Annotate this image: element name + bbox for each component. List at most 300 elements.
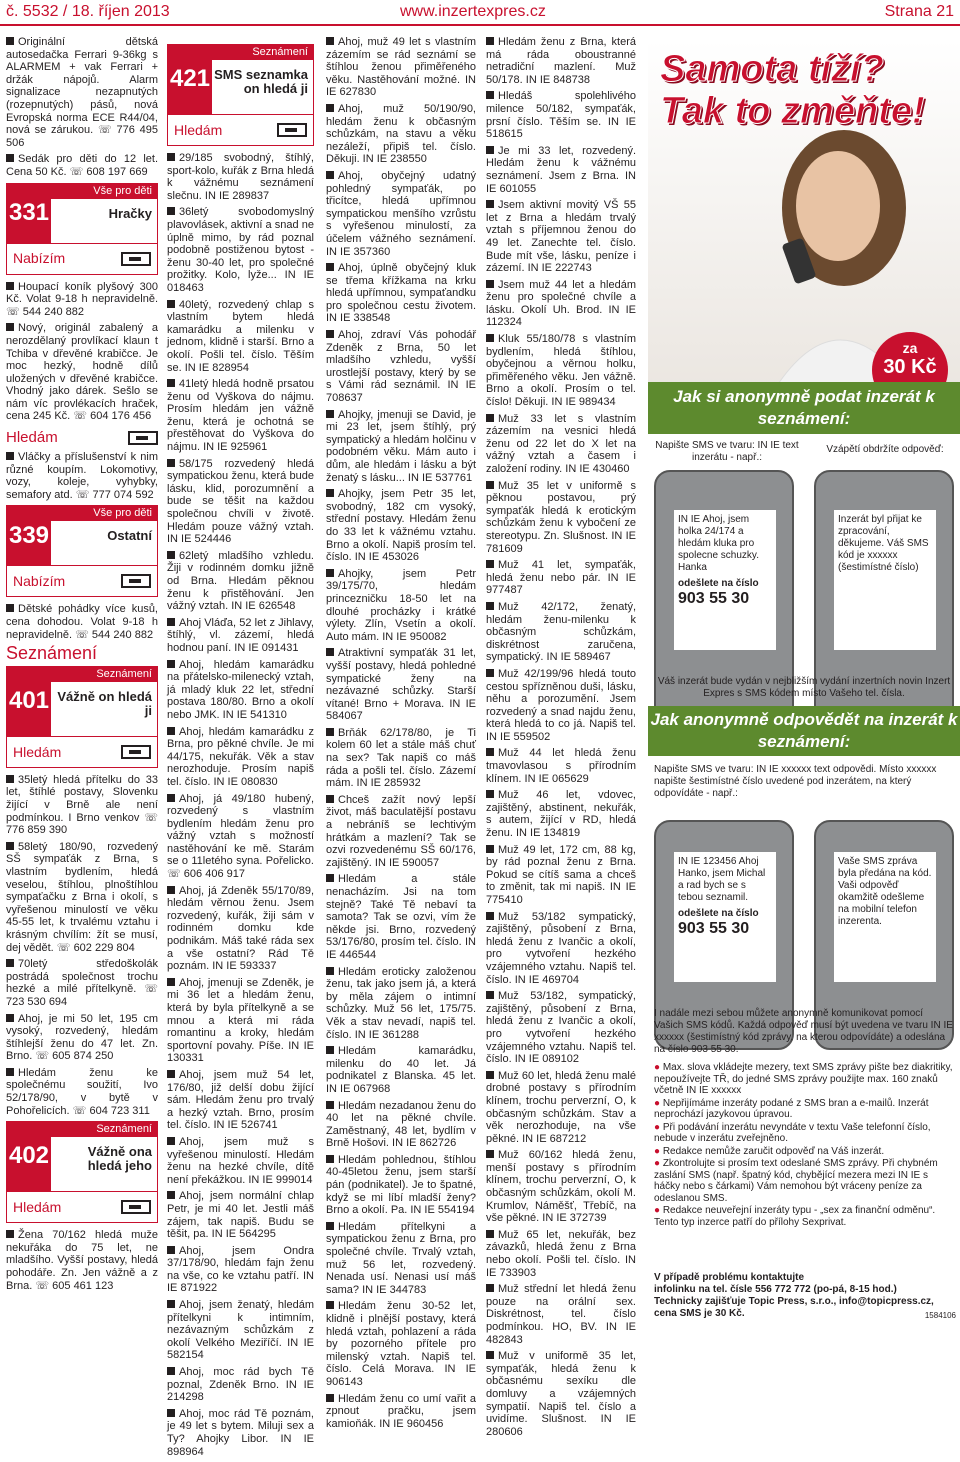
classified-ad [167, 458, 314, 546]
ad-text: Dětské pohádky více kusů, cena dohodou. Volat 9-18 h nepravidelně. ☏ 544 240 882 [6, 603, 158, 641]
section-label: Hledám [13, 1198, 62, 1215]
bullet-square-icon [6, 959, 14, 967]
classified-ad [486, 1283, 636, 1346]
section-box-339 [6, 505, 158, 597]
rule-text: Nepřijímáme inzeráty podané z SMS bran a e-mailů. Inzerát neprochází jazykovou úpravou. [654, 1097, 929, 1120]
ad-text: Hledám ženu 30-52 let, klidně i plnější postavy, která hledá vztah, pohlazení a ráda by pozorného přítele pro milenský vztah. Napiš tel. číslo. Celá Morava. IN IE 906143 [326, 1300, 476, 1388]
classified-ad [486, 1229, 636, 1279]
section-number: 339 [7, 506, 51, 565]
bullet-square-icon [486, 200, 494, 208]
bullet-dot-icon: ● [654, 1062, 663, 1073]
ad-text: Muž 44 let hledá ženu tmavovlasou s přírodním klínem. IN IE 065629 [486, 747, 636, 785]
classified-ad [6, 841, 158, 954]
sms-number: 903 55 30 [678, 920, 750, 937]
ad-text: Muž 49 let, 172 cm, 88 kg, by rád poznal ženu z Brna. Pokud se cítíš sama a chceš to změnit, tak mi napiš. IN IE 775410 [486, 843, 636, 906]
classified-ad [167, 152, 314, 202]
issue-number: č. 5532 / 18. říjen 2013 [6, 3, 170, 20]
bullet-dot-icon: ● [654, 1097, 663, 1109]
classified-ad [167, 885, 314, 973]
rule-item [654, 1205, 954, 1228]
page-header [0, 0, 960, 28]
section-name: SMS seznamka on hledá ji [214, 67, 308, 96]
ad-text: Nový, originál zabalený a nerozdělaný provlíkací klaun t Tchiba v dřevěné krabičce. Je moc hezký, hodně dílů uložených v dřevěné krabičce. Vhodný jako dárek. Sešlo se nám víc provlékacích hraček, cena 245 Kč. ☏ 604 176 456 [6, 322, 158, 423]
classified-ad [326, 103, 476, 166]
ad-text: Originální dětská autosedačka Ferrari 9-36kg s ALARMEM + vak Ferrari + držák nápojů. Alarm signalizace nezapnutých (rozepnutých) pásů, nová Evropská norma ECE R44/04, nová se zárukou. ☏ 776 495 506 [6, 36, 158, 149]
ad-text: 58letý 180/90, rozvedený SŠ sympaťák z Brna, s vlastním bydlením, hledá veselou, štíhlou, plnoštíhlou sympaťačku z Brna i okolí, s vyřešenou minulostí ve věku 45-55 let, k trvalému vztahu i krásným chvílím: žít se musí, dej vědět. ☏ 602 229 804 [6, 840, 158, 954]
classified-ad [326, 262, 476, 325]
section-box-331 [6, 183, 158, 275]
classified-ad [486, 145, 636, 195]
classified-ad [6, 36, 158, 149]
seznameni-heading: Seznámení [6, 643, 98, 664]
ad-text: Hledám eroticky založenou ženu, tak jako jsem já, a která by měla zájem o intimní schůzky. Muž 56 let, 175/75. Věk a stav nevadí, napiš tel. číslo. IN IE 361288 [326, 965, 476, 1041]
bullet-square-icon [167, 1070, 175, 1078]
classified-ad [167, 378, 314, 454]
classified-ad [326, 647, 476, 723]
classified-ad [486, 844, 636, 907]
bullet-square-icon [486, 790, 494, 798]
classified-ad [167, 299, 314, 375]
header-rule [0, 24, 960, 26]
ad-text: Ahoj, obyčejný udatný pohledný sympaťák, po třicítce, hledá upřímnou sympatickou menšího vzrůstu s vyřešenou minulostí, za účelem vážného seznámení. IN IE 357360 [326, 169, 476, 258]
ad-text: 40letý, rozvedený chlap s vlastním bytem hledá kamarádku a milenku v jednom, klidně i starší. Brno a okolí. Pošli tel. číslo. Těším se. IN IE 828954 [167, 298, 314, 374]
bullet-square-icon [486, 560, 494, 568]
arrow-icon [121, 1200, 151, 1214]
bullet-dot-icon: ● [654, 1121, 663, 1133]
bullet-square-icon [486, 602, 494, 610]
classified-ad [486, 480, 636, 556]
bullet-square-icon [486, 280, 494, 288]
section-band: Vše pro děti [51, 506, 157, 521]
ad-text: Ahoj, jsem muž 54 let, 176/80, již delší dobu žijící sám. Hledám ženu pro trvalý a hezký vztah. Brno, prosím tel. číslo. IN IE 526741 [167, 1068, 314, 1132]
ad-code: 1584106 [924, 1311, 956, 1320]
classified-ad [326, 1045, 476, 1095]
section-number: 401 [7, 667, 51, 736]
classified-ad [486, 333, 636, 409]
bullet-square-icon [326, 874, 334, 882]
footer-line-4: cena SMS je 30 Kč. [654, 1308, 745, 1319]
bullet-square-icon [486, 37, 494, 45]
classified-ad [326, 568, 476, 644]
bullet-square-icon [486, 481, 494, 489]
bullet-square-icon [486, 91, 494, 99]
bullet-dot-icon: ● [654, 1145, 663, 1157]
arrow-icon [121, 252, 151, 266]
bullet-square-icon [326, 1155, 334, 1163]
bullet-square-icon [326, 569, 334, 577]
bullet-square-icon [326, 410, 334, 418]
bullet-square-icon [6, 1230, 14, 1238]
bullet-square-icon [6, 775, 14, 783]
classified-ad [326, 409, 476, 485]
arrow-icon [121, 574, 151, 588]
ad-text: Ahoj, zdraví Vás pohodář Zdeněk z Brna, 50 let mladšího vzhledu, vyšší urostlejší postavy, který by se s Vámi rád seznámil. IN IE 708637 [326, 329, 476, 405]
classified-ad [486, 36, 636, 86]
classified-ad [6, 322, 158, 423]
ad-text: 36letý svobodomyslný plavovlásek, aktivní a snad ne úplně mimo, by rád poznal podobně postiženou bytost - ženu 30-40 let, pro společné prožitky. Kolo, lyže... IN IE 018463 [167, 206, 314, 294]
rules-list [654, 1062, 954, 1229]
bullet-square-icon [167, 1246, 175, 1254]
ad-title-1: Jak si anonymně podat inzerát k seznámení: [648, 382, 960, 434]
ad-text: Muž v uniformě 35 let, sympaťák, hledá ženu k občasnému sexíku dle domluvy a vzájemných sympatií. Napiš tel. číslo a uvidíme. Slušnost. IN IE 280606 [486, 1350, 636, 1438]
footer-line-1: V případě problému kontaktujte [654, 1272, 805, 1283]
rule-item [654, 1146, 954, 1158]
bullet-square-icon [326, 330, 334, 338]
ad-text: Muž 60 let, hledá ženu malé drobné postavy s přírodním klínem, trochu perverzní, O, k občasným schůzkám. Stav a věk nerozhoduje, na vše pěkné. IN IE 687212 [486, 1069, 636, 1145]
ad-text: Muž 35 let v uniformě s pěknou postavou, prý sympaťák hledá k erotickým schůzkám ženu k vybočení ze stereotypu. Zn. Slušnost. IN IE 781609 [486, 479, 636, 555]
bullet-square-icon [6, 842, 14, 850]
ad-text: Ahojky, jsem Petr 39/175/70, hledám princezničku 18-50 let na dlouhé procházky i krátké výlety. Zlín, Vsetín a okolí. Auto mám. IN IE 950082 [326, 567, 476, 643]
ad-text: Jsem muž 44 let a hledám ženu pro společné chvíle a lásku. Okolí Uh. Brod. IN IE 112324 [486, 278, 636, 329]
ad-text: Ahoj, jmenuji se Zdeněk, je mi 36 let a hledám ženu, která by byla přítelkyně a se mnou a která mi ráda romantinu a kroky, hledám sportovní povahy. Píše. IN IE 130331 [167, 976, 314, 1065]
section-name: Vážně on hledá ji [57, 688, 152, 718]
ad-text: Ahoj, já Zdeněk 55/170/89, hledám věrnou ženu. Jsem rozvedený, kuřák, žiji sám v rodinném domku kde podnikám. Máš také ráda sex a vše ostatní? Rád Tě poznám. IN IE 593337 [167, 884, 314, 973]
classified-ad [6, 603, 158, 641]
section-band: Seznámení [51, 1122, 157, 1137]
bullet-square-icon [326, 1222, 334, 1230]
column-2 [167, 36, 314, 1462]
ad-text: Ahoj, jsem ženatý, hledám přítelkyni k intimním, nezávazným schůzkám z okolí Velkého Meziříčí. IN IE 582154 [167, 1299, 314, 1362]
classified-ad [167, 206, 314, 294]
section-box-421 [167, 44, 314, 146]
classified-ad [167, 1190, 314, 1240]
ad-text: Hledám ženu z Brna, která má ráda oboustranné netradiční mazlení. Muž 50/178. IN IE 848738 [486, 36, 636, 86]
ad-text: Sedák pro děti do 12 let. Cena 50 Kč. ☏ 608 197 669 [6, 153, 158, 178]
bullet-square-icon [326, 171, 334, 179]
ad-text: Hledáš spolehlivého milence 50/182, sympaťák, prsní číslo. Těším se. IN IE 518615 [486, 90, 636, 141]
section-number: 331 [7, 184, 51, 243]
ad-text: Muž 46 let, vdovec, zajištěný, abstinent, nekuřák, s autem, žijící v RD, hledá ženu. IN IE 134819 [486, 789, 636, 840]
bullet-square-icon [167, 300, 175, 308]
bullet-square-icon [6, 154, 14, 162]
bullet-square-icon [486, 991, 494, 999]
ad-text: Ahoj, jsem Ondra 37/178/90, hledám fajn ženu na vše, co ke vztahu patří. IN IE 871922 [167, 1244, 314, 1295]
ad-text: Ahoj, muž 50/190/90, hledám ženu k občasným schůzkám, na stavu a věku nezáleží, připiš tel. číslo. Děkuji. IN IE 238550 [326, 102, 476, 166]
bullet-square-icon [167, 978, 175, 986]
bullet-square-icon [326, 1101, 334, 1109]
ad-text: Ahoj, jsem muž s vyřešenou minulostí. Hledám ženu na hezké chvíle, dítě není překážkou. IN IE 999014 [167, 1135, 314, 1186]
bullet-square-icon [326, 1394, 334, 1402]
classified-ad [167, 1069, 314, 1132]
classified-ad [167, 1245, 314, 1295]
bullet-square-icon [6, 1014, 14, 1022]
bullet-square-icon [326, 795, 334, 803]
ad-text: Brňák 62/178/80, je Ti kolem 60 let a stále máš chuť na sex? Tak napiš co máš ráda a pošli tel. číslo. Zázemí mám. IN IE 285932 [326, 726, 476, 790]
bullet-square-icon [326, 263, 334, 271]
sms-number: 903 55 30 [678, 590, 750, 607]
bullet-square-icon [326, 1046, 334, 1054]
rule-item [654, 1098, 954, 1121]
classified-ad [326, 794, 476, 870]
section-number: 402 [7, 1122, 51, 1191]
bullet-square-icon [167, 1409, 175, 1417]
classified-ad [486, 789, 636, 839]
step1-instructions: Napište SMS ve tvaru: IN IE text inzerátu - např.: [655, 440, 799, 463]
footer-line-2: infolinku na tel. čísle 556 772 772 (po-pá, 8-15 hod.) [654, 1284, 897, 1295]
ad-text: Hledám ženu co umí vařit a zpnout pračku, jsem kamioňák. IN IE 960456 [326, 1392, 476, 1430]
section-box-401 [6, 666, 158, 768]
phone1-message: IN IE Ahoj, jsem holka 24/174 a hledám kluka pro spolecne schuzky. Hanka [678, 514, 759, 573]
classified-ad [486, 90, 636, 140]
classified-ad [486, 199, 636, 275]
rule-text: Redakce nemůže zaručit odpověď na Váš inzerát. [662, 1145, 885, 1157]
bullet-square-icon [326, 648, 334, 656]
bullet-square-icon [326, 489, 334, 497]
arrow-icon [277, 123, 307, 137]
ad-text: Ahoj, muž 49 let s vlastním zázemím se rád seznámí se štíhlou ženou přiměřeného věku. Nastěhování možné. IN IE 627830 [326, 36, 476, 99]
rule-text: Redakce neuveřejní inzeráty typu - „sex za finanční odměnu“. Tento typ inzerce patří do přílohy Sexprivat. [654, 1205, 936, 1228]
ad-text: 70letý středoškolák postrádá společnost trochu hezké a milé přítelkyně. ☏ 723 530 694 [6, 958, 158, 1008]
hledam-label: Hledám [6, 431, 158, 445]
price-prefix: za [902, 340, 918, 356]
bullet-square-icon [326, 104, 334, 112]
bullet-square-icon [326, 37, 334, 45]
ad-text: Žena 70/162 hledá muže nekuřáka do 75 let, ne mladšího. Vyšší postavy, hledá pohodáře. Zn. Jen vážně a z Brna. ☏ 605 461 123 [6, 1229, 158, 1292]
ad-text: Ahoj, hledám kamarádku na přátelsko-milenecký vztah, já mladý kluk 22 let, střední postava 180/80. Brno a okolí nebo JMK. IN IE 541310 [167, 658, 314, 721]
note-1: Váš inzerát bude vydán v nejbližším vydání inzertních novin Inzert Expres s SMS kódem místo Vašeho tel. čísla. [657, 676, 951, 699]
bullet-square-icon [486, 845, 494, 853]
ad-text: Ahoj, hledám kamarádku z Brna, pro pěkné chvíle. Je mi 44/175, nekuřák. Věk a stav nerozhoduje. Prosím napiš tel. číslo. IN IE 080830 [167, 725, 314, 788]
ad-text: Muž 33 let s vlastním zázemím na vesnici hledá ženu od 22 let do X let na vážný vztah a časem i založení rodiny. IN IE 430460 [486, 412, 636, 475]
section-name: Hračky [108, 205, 152, 221]
bullet-square-icon [486, 1071, 494, 1079]
ad-text: Vláčky a příslušenství k nim různé koupím. Lokomotivy, vozy, koleje, vyhybky, semafory atd. ☏ 777 074 592 [6, 451, 158, 501]
bullet-square-icon [167, 1300, 175, 1308]
classified-ad [486, 990, 636, 1066]
ad-text: Ahoj, moc rád Tě poznám, je 49 let s bytem. Miluji sex a Ty? Ahojky Libor. IN IE 898964 [167, 1407, 314, 1458]
bullet-square-icon [167, 794, 175, 802]
classified-ad [326, 170, 476, 258]
bullet-square-icon [326, 728, 334, 736]
section-band: Seznámení [212, 45, 313, 60]
step1-reply-label: Vzápětí obdržíte odpověď: [826, 444, 944, 455]
classified-ad [486, 668, 636, 744]
classified-ad [167, 1408, 314, 1458]
classified-ad [6, 281, 158, 319]
ad-text: Muž 41 let, sympaťák, hledá ženu nebo pár. IN IE 977487 [486, 559, 636, 597]
classified-ad [167, 726, 314, 789]
section-label: Hledám [174, 121, 223, 138]
ad-text: 41letý hledá hodně prsatou ženu od Vyškova do nájmu. Prosím hledám jen vážně ženu, která je ochotná se přestěhovat do Vyškova do nájmu. IN IE 925961 [167, 378, 314, 454]
classified-ad [326, 1300, 476, 1388]
bullet-square-icon [167, 207, 175, 215]
bullet-square-icon [167, 886, 175, 894]
column-3 [326, 36, 476, 1434]
ad-text: Ahoj, je mi 50 let, 195 cm vysoký, rozvedený, hledám štíhlejší ženu do 47 let. Zn. Brno. ☏ 605 874 250 [6, 1012, 158, 1063]
phone2-message: IN IE 123456 Ahoj Hanko, jsem Michal a rad bych se s tebou seznamil. [678, 856, 766, 903]
classified-ad [486, 601, 636, 664]
bullet-square-icon [6, 282, 14, 290]
ad-text: 62letý mladšího vzhledu. Žiji v rodinném domku jižně od Brna. Hledám pěknou ženu k přistěhování. Jen vážný vztah. IN IE 626548 [167, 549, 314, 613]
bullet-square-icon [486, 1230, 494, 1238]
classified-ad [6, 958, 158, 1008]
ad-text: Ahoj, úplně obyčejný kluk se třema křížkama na krku hledá upřímnou, sympaťandku pro společnou cestu životem. IN IE 338548 [326, 262, 476, 325]
bullet-square-icon [486, 334, 494, 342]
ad-text: Hledám pohlednou, štíhlou 40-45letou ženu, jsem starší pán (podnikatel). Je to špatné, když se mi líbí mladší ženy? Brno a okolí. Pa. IN IE 554194 [326, 1153, 476, 1217]
send-to-label: odešlete na číslo [678, 908, 759, 919]
ad-text: Hledám ženu ke společnému soužití, Ivo 52/178/90, v bytě v Pohořelicích. ☏ 604 723 311 [6, 1066, 158, 1117]
bullet-square-icon [486, 1150, 494, 1158]
rule-text: Zkontrolujte si prosím text odeslané SMS zprávy. Při chybném zaslání SMS (např. špatný kód, chybějící mezera mezi IN IE s háčky nebo s čárkami) Vám nemohou být vráceny peníze za odeslanou SMS. [654, 1158, 938, 1204]
headline-1: Samota tíží? [660, 48, 884, 90]
ad-text: Houpací koník plyšový 300 Kč. Volat 9-18 h nepravidelně. ☏ 544 240 882 [6, 280, 158, 318]
note-2: I nadále mezi sebou můžete anonymně komunikovat pomocí Vašich SMS kódů. Každá odpověď musí být uvedena ve tvaru IN IE xxxxxx (šestimístný kód zprávy, na kterou odpovídáte) a odeslána na číslo 903 55 30. [654, 1008, 953, 1055]
rule-item [654, 1062, 954, 1097]
classified-ad [326, 1100, 476, 1150]
classified-ad [167, 793, 314, 881]
ad-text: Muž 60/162 hledá ženu, menší postavy s přírodním klínem, trochu perverzní, O, k občasným schůzkám, okolí M. Krumlov, Náměšť, Třebíč, na vše pěkné. IN IE 372739 [486, 1149, 636, 1225]
classified-ad [326, 727, 476, 790]
classified-ad [486, 747, 636, 785]
classified-ad [167, 1366, 314, 1404]
step2-instructions: Napište SMS ve tvaru: IN IE xxxxxx text odpovědi. Místo xxxxxx napište šestimístné číslo uvedené pod inzerátem, na který odpovídáte - např.: [654, 764, 937, 799]
sms-dating-ad [648, 40, 960, 1324]
classified-ad [167, 977, 314, 1065]
footer-line-3: Technicky zajišťuje Topic Press, s.r.o., info@topicpress.cz, [654, 1296, 934, 1307]
bullet-square-icon [326, 967, 334, 975]
classified-ad [326, 873, 476, 961]
classified-ad [486, 279, 636, 329]
classified-ad [6, 153, 158, 178]
bullet-square-icon [167, 459, 175, 467]
classified-ad [326, 1393, 476, 1431]
ad-text: Ahoj Vláďa, 52 let z Jihlavy, štíhlý, vl. zázemí, hledá hodnou paní. IN IE 091431 [167, 616, 314, 654]
price: 30 Kč [883, 356, 937, 378]
arrow-icon [128, 431, 158, 445]
phone2-reply: Vaše SMS zpráva byla předána na kód. Vaši odpověď okamžitě odešleme na mobilní telefon inzerenta. [834, 852, 936, 982]
bullet-square-icon [167, 551, 175, 559]
section-label: Nabízím [13, 250, 66, 267]
classified-ad [6, 1229, 158, 1292]
ad-footer [654, 1272, 954, 1320]
bullet-square-icon [486, 1351, 494, 1359]
bullet-square-icon [167, 660, 175, 668]
headline-2: Tak to změňte! [660, 90, 925, 132]
bullet-square-icon [326, 1301, 334, 1309]
bullet-square-icon [6, 452, 14, 460]
ad-text: Muž střední let hledá ženu pouze na orální sex. Diskrétnost, tel. číslo podmínkou. HO, BV. IN IE 482843 [486, 1283, 636, 1346]
ad-text: Ahoj, já 49/180 hubený, rozvedený s vlastním bydlením hledám ženu pro vážný vztah s možností nastěhování ke mě. Starám se o 11letého syna. Pořelicko. ☏ 606 406 917 [167, 792, 314, 881]
ad-text: Kluk 55/180/78 s vlastním bydlením, hledá štíhlou, obyčejnou a věrnou holku, přiměřeného věku. Jen vážně. Brno a okolí. Prosím o tel. číslo! Děkuji. IN IE 989434 [486, 333, 636, 409]
section-label: Hledám [13, 743, 62, 760]
classified-ad [6, 1067, 158, 1117]
bullet-square-icon [167, 379, 175, 387]
ad-text: Ahoj, jsem normální chlap Petr, je mi 40 let. Jestli máš zájem, tak napiš. Budu se těšit, pa. IN IE 564295 [167, 1190, 314, 1241]
classified-ad [326, 966, 476, 1042]
bullet-square-icon [486, 414, 494, 422]
classified-ad [486, 1350, 636, 1438]
ad-title-2: Jak anonymně odpovědět na inzerát k seznámení: [648, 706, 960, 756]
classified-ad [6, 774, 158, 837]
bullet-square-icon [167, 618, 175, 626]
ad-text: Hledám kamarádku, milenku do 40 let. Já podnikatel z Blanska. 45 let. IN IE 067968 [326, 1045, 476, 1095]
rule-item [654, 1158, 954, 1204]
woman-face [796, 151, 880, 261]
section-band: Seznámení [51, 667, 157, 682]
column-1 [6, 36, 158, 1296]
ad-text: Hledám nezadanou ženu do 40 let na pěkné chvíle. Zaměstnaný, 48 let, bydlím v Brně Hošovi. IN IE 862726 [326, 1099, 476, 1150]
ad-text: Atraktivní sympaťák 31 let, vyšší postavy, hledá pohledné sympatické ženy na nezávazné schůzky. Starší vítané! Brno + Morava. IN IE 584067 [326, 647, 476, 723]
section-box-402 [6, 1121, 158, 1223]
column-4 [486, 36, 636, 1442]
classified-ad [326, 36, 476, 99]
bullet-square-icon [6, 323, 14, 331]
classified-ad [6, 451, 158, 501]
bullet-dot-icon: ● [654, 1205, 663, 1216]
classified-ad [326, 1154, 476, 1217]
website[interactable]: www.inzertexpres.cz [400, 3, 546, 20]
bullet-square-icon [167, 1137, 175, 1145]
classified-ad [167, 1299, 314, 1362]
classified-ad [486, 1070, 636, 1146]
bullet-square-icon [486, 748, 494, 756]
classified-ad [486, 1149, 636, 1225]
ad-text: Muž 42/172, ženatý, hledám ženu-milenku k občasným schůzkám, diskrétnost zaručena, sympatický. IN IE 589467 [486, 600, 636, 664]
section-number: 421 [168, 45, 212, 114]
classified-ad [326, 1221, 476, 1297]
ad-text: Muž 53/182 sympatický, zajištěný, působení z Brna, hledá ženu z Ivančic a okolí, pro vytvoření hezkého vzájemného vztahu. Napiš tel. číslo. IN IE 469704 [486, 910, 636, 986]
section-band: Vše pro děti [51, 184, 157, 199]
classified-ad [167, 659, 314, 722]
ad-text: Je mi 33 let, rozvedený. Hledám ženu k vážnému seznámení. Jsem z Brna. IN IE 601055 [486, 144, 636, 195]
rule-item [654, 1122, 954, 1145]
bullet-square-icon [486, 669, 494, 677]
bullet-square-icon [167, 153, 175, 161]
bullet-square-icon [6, 604, 14, 612]
bullet-dot-icon: ● [654, 1158, 663, 1169]
bullet-square-icon [6, 1068, 14, 1076]
ad-text: Ahojky, jmenuji se David, je mi 23 let, jsem štíhlý, prý sympatický a hledám holčinu v podobném věku. Mám auto i dům, ale hledám i lásku a být ženatý s lásku... IN IE 537761 [326, 408, 476, 484]
rule-text: Max. slova vkládejte mezery, text SMS zprávy pište bez diakritiky, nepoužívejte TŘ, do jedné SMS zprávy použijte max. 160 znaků včetně IN IE xxxxxx [654, 1062, 953, 1096]
classified-ad [326, 329, 476, 405]
bullet-square-icon [167, 727, 175, 735]
classified-ad [486, 413, 636, 476]
ad-text: Jsem aktivní movitý VŠ 55 let z Brna a hledám trvalý vztah s příjemnou ženou do 49 let. Zanechte tel. číslo. Bude mít vše, lásku, peníze i zázemí. IN IE 222743 [486, 199, 636, 275]
ad-text: Ahojky, jsem Petr 35 let, svobodný, 182 cm vysoký, střední postavy. Hledám ženu do 33 let k vážnému vztahu. Brno a okolí. Napiš prosím tel. číslo. IN IE 453026 [326, 488, 476, 564]
classified-ad [486, 911, 636, 987]
phone1-reply: Inzerát byl přijat ke zpracování, děkujeme. Váš SMS kód je xxxxxx (šestimístné číslo) [834, 510, 936, 650]
bullet-square-icon [167, 1367, 175, 1375]
ad-text: Ahoj, moc rád bych Tě poznal, Zdeněk Brno. IN IE 214298 [167, 1366, 314, 1404]
ad-text: 29/185 svobodný, štíhlý, sport-kolo, kuřák z Brna hledá k vážnému seznámení slečnu. IN IE 289837 [167, 152, 314, 202]
bullet-square-icon [486, 146, 494, 154]
rule-text: Při podávání inzerátu nevyndáte v textu Vaše telefonní číslo, nebude v inzerátu zveřejněno. [654, 1121, 931, 1144]
ad-text: Chceš zažít nový lepší život, máš baculatější postavu a nebráníš se lechtivým hrátkám a mazlení? Tak se ozvi rozvedenému SŠ 60/176, zajištěný. IN IE 590057 [326, 793, 476, 869]
ad-text: Hledám přítelkyni a sympatickou ženu z Brna, pro společné chvíle. Trvalý vztah, muž 56 let, rozvedený. Nenada usí. Nenasi usí máš sama? IN IE 344783 [326, 1220, 476, 1296]
section-name: Vážně ona hledá jeho [87, 1144, 152, 1174]
section-name: Ostatní [107, 528, 152, 544]
classified-ad [6, 1013, 158, 1063]
bullet-square-icon [486, 1284, 494, 1292]
classified-ad [167, 617, 314, 655]
page-number: Strana 21 [884, 3, 954, 20]
classified-ad [167, 550, 314, 613]
classified-ad [326, 488, 476, 564]
arrow-icon [121, 745, 151, 759]
bullet-square-icon [486, 912, 494, 920]
ad-text: Muž 65 let, nekuřák, bez závazků, hledá ženu z Brna nebo okolí. Pošli tel. číslo. IN IE 733903 [486, 1228, 636, 1279]
bullet-square-icon [167, 1191, 175, 1199]
section-label: Nabízím [13, 573, 66, 590]
ad-text: 58/175 rozvedený hledá sympatickou ženu, která bude lásku, klid, porozumnění a bude se těšit na každou společnou chvíli v životě. Hledám pouze vážný vztah. IN IE 524446 [167, 457, 314, 546]
send-to-label: odešlete na číslo [678, 578, 759, 589]
classified-ad [486, 559, 636, 597]
classified-ad [167, 1136, 314, 1186]
ad-text: 35letý hledá přítelku do 33 let, štíhlé postavy, Slovenku žijící v Brně ale není podmínkou. I Brno venkov ☏ 776 859 390 [6, 773, 158, 837]
ad-text: Muž 42/199/96 hledá touto cestou spřízněnou duši, lásku, něhu a porozumění. Jsem rozvedený a snad najdu ženu, která hledá to co já. Napiš tel. IN IE 559502 [486, 667, 636, 743]
ad-text: Muž 53/182, sympatický, zajištěný, působení z Brna, hledá ženu z Ivančic a okolí, pro vytvoření hezkého vzájemného vztahu. Napiš tel. číslo. IN IE 089102 [486, 990, 636, 1066]
ad-text: Hledám a stále nenacházím. Jsi na tom stejně? Také Tě nebaví ta samota? Tak se ozvi, vím že někde jsi. Brno, rozvedený 53/176/80, prosím tel. číslo. IN IE 446544 [326, 873, 476, 961]
